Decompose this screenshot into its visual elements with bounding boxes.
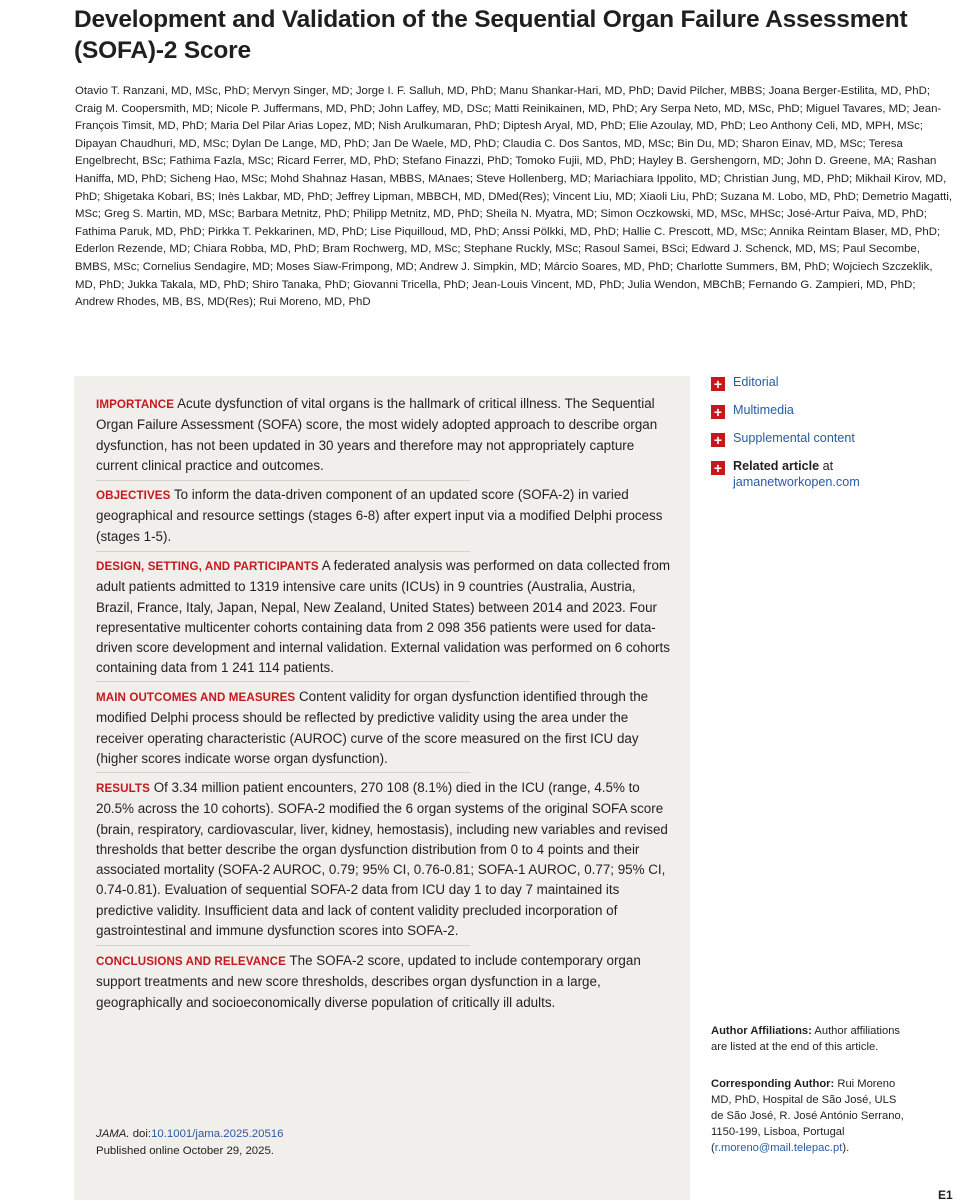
related-at: at [822,459,834,473]
doi-link[interactable]: 10.1001/jama.2025.20516 [151,1128,284,1140]
design-text: A federated analysis was performed on data collected from adult patients admitted to 1319 intensive care units (ICUs) in 9 countries (Australia, Austria, Brazil, France, Italy, Japan, Nepal, New Zealand, United States) between 2014 and 2023. Four representative multicenter cohorts containing data from 2 098 356 patients were used for data-driven score development and internal validation. External validation was performed on 6 cohorts containing data from 1 241 114 patients. [96,558,671,676]
editorial-link[interactable] [711,374,911,390]
section-divider [96,681,470,682]
outcomes-text: Content validity for organ dysfunction identified through the modified Delphi process should be reflected by predictive validity using the area under the receiver operating characteristic (AUROC) curve of the score measured on the first ICU day (higher scores indicate worse organ dysfunction). [96,689,649,766]
abstract-box [74,376,690,1200]
outcomes-heading: MAIN OUTCOMES AND MEASURES [96,691,296,704]
importance-heading: IMPORTANCE [96,398,175,411]
plus-icon: + [711,433,725,447]
related-site[interactable]: jamanetworkopen.com [733,475,860,489]
objectives-heading: OBJECTIVES [96,489,171,502]
section-divider [96,945,470,946]
related-content-links [711,374,911,490]
multimedia-link[interactable] [711,402,911,418]
importance-text: Acute dysfunction of vital organs is the hallmark of critical illness. The Sequential Organ Failure Assessment (SOFA) score, the most widely adopted approach to describe organ dysfunction, has not been updated in 30 years and therefore may not appropriately capture current clinical practice and outcomes. [96,396,658,473]
journal-name: JAMA. [96,1128,130,1140]
conclusions-text: The SOFA-2 score, updated to include contemporary organ support treatments and new score thresholds, describes organ dysfunction in a large, geographically and socioeconomically diverse population of critically ill adults. [96,953,641,1010]
corresponding-author [711,1076,911,1156]
plus-icon: + [711,405,725,419]
abstract-conclusions [96,951,672,1013]
doi-prefix: doi: [132,1128,152,1140]
design-heading: DESIGN, SETTING, AND PARTICIPANTS [96,560,319,573]
author-affiliations [711,1023,911,1055]
author-list: Otavio T. Ranzani, MD, MSc, PhD; Mervyn Singer, MD; Jorge I. F. Salluh, MD, PhD; Manu Shankar-Hari, MD, PhD; David Pilcher, MBBS; Joana Berger-Estilita, MD, PhD; Craig M. Coopersmith, MD; Nicole P. Juffermans, MD, PhD; John Laffey, MD, DSc; Matti Reinikainen, MD, PhD; Ary Serpa Neto, MD, MSc, PhD; Miguel Tavares, MD; Jean-François Timsit, MD, PhD; Maria Del Pilar Arias Lopez, MD; Nish Arulkumaran, PhD; Diptesh Aryal, MD, PhD; Elie Azoulay, MD, PhD; Leo Anthony Celi, MD, MPH, MSc; Dipayan Chaudhuri, MD, MSc; Dylan De Lange, MD, PhD; Jan De Waele, MD, PhD; Claudia C. Dos Santos, MD, MSc; Bin Du, MD; Sharon Einav, MD, MSc; Teresa Engelbrecht, BSc; Fathima Fazla, MSc; Ricard Ferrer, MD, PhD; Stefano Finazzi, PhD; Tomoko Fujii, MD, PhD; Hayley B. Gershengorn, MD; John D. Greene, MA; Rashan Haniffa, MD, PhD; Sicheng Hao, MSc; Mohd Shahnaz Hasan, MBBS, MAnaes; Steve Hollenberg, MD; Mariachiara Ippolito, MD; Christian Jung, MD, PhD; Mikhail Kirov, MD, PhD; Shigetaka Kobari, BS; Inès Lakbar, MD, PhD; Jeffrey Lipman, MBBCH, MD, DMed(Res); Vincent Liu, MD; Xiaoli Liu, PhD; Suzana M. Lobo, MD, PhD; Demetrio Magatti, MSc; Greg S. Martin, MD, MSc; Barbara Metnitz, PhD; Philipp Metnitz, MD, PhD; Sheila N. Myatra, MD; Simon Oczkowski, MD, MSc, MHSc; José-Artur Paiva, MD, PhD; Fathima Paruk, MD, PhD; Pirkka T. Pekkarinen, MD, PhD; Lise Piquilloud, MD, PhD; Anssi Pölkki, MD, PhD; Hallie C. Prescott, MD, MSc; Annika Reintam Blaser, MD, PhD; Ederlon Rezende, MD; Chiara Robba, MD, PhD; Bram Rochwerg, MD, MSc; Stephane Ruckly, MSc; Rasoul Samei, BSci; Edward J. Schenck, MD, MS; Paul Secombe, BMBS, MSc; Cornelius Sendagire, MD; Moses Siaw-Frimpong, MD; Andrew J. Simpkin, MD; Márcio Soares, MD, PhD; Charlotte Summers, BM, PhD; Wojciech Szczeklik, MD, PhD; Jukka Takala, MD, PhD; Shiro Tanaka, PhD; Giovanni Tricella, PhD; Jean-Louis Vincent, MD, PhD; Julia Wendon, MBChB; Fernando G. Zampieri, MD, PhD; Andrew Rhodes, MB, BS, MD(Res); Rui Moreno, MD, PhD [75,85,953,309]
abstract-importance [96,394,672,476]
multimedia-label: Multimedia [733,403,794,417]
results-text: Of 3.34 million patient encounters, 270 108 (8.1%) died in the ICU (range, 4.5% to 20.5% across the 10 cohorts). SOFA-2 modified the 6 organ systems of the original SOFA score (brain, respiratory, cardiovascular, liver, kidney, hemostasis), including new variables and revised thresholds that better describe the organ dysfunction distribution from 0 to 4 points and their associated mortality (SOFA-2 AUROC, 0.79; 95% CI, 0.76-0.81; SOFA-1 AUROC, 0.77; 95% CI, 0.74-0.81). Evaluation of sequential SOFA-2 data from ICU day 1 to day 7 maintained its predictive validity. Insufficient data and lack of content validity precluded incorporation of gastrointestinal and immune dysfunction scores into SOFA-2. [96,780,668,939]
abstract-objectives [96,485,672,547]
article-title: Development and Validation of the Sequential Organ Failure Assessment (SOFA)-2 Score [74,6,908,64]
plus-icon: + [711,461,725,475]
published-date: Published online October 29, 2025. [96,1144,274,1157]
related-article-link[interactable] [711,458,911,490]
affiliations-text: Author affiliations are listed at the end of this article. [711,1025,901,1053]
section-divider [96,551,470,552]
page-number: E1 [938,1188,953,1202]
corresponding-text: Rui Moreno MD, PhD, Hospital de São José, ULS de São José, R. José António Serrano, 1150-199, Lisboa, Portugal ( [711,1078,904,1154]
plus-icon: + [711,377,725,391]
conclusions-heading: CONCLUSIONS AND RELEVANCE [96,955,286,968]
editorial-label: Editorial [733,375,779,389]
corresponding-label: Corresponding Author: [711,1078,835,1090]
results-heading: RESULTS [96,782,150,795]
supplemental-link[interactable] [711,430,911,446]
supplemental-label: Supplemental content [733,431,855,445]
objectives-text: To inform the data-driven component of an updated score (SOFA-2) in varied geographical and resource settings (stages 6-8) after expert input via a modified Delphi process (stages 1-5). [96,487,663,544]
abstract-design [96,556,672,679]
corresponding-suffix: ). [842,1142,850,1154]
related-article-label: Related article [733,459,820,473]
affiliations-label: Author Affiliations: [711,1025,812,1037]
citation [96,1126,496,1159]
abstract-results [96,778,672,941]
section-divider [96,480,470,481]
abstract-outcomes [96,687,672,769]
section-divider [96,772,470,773]
corresponding-email[interactable]: r.moreno@mail.telepac.pt [714,1142,843,1154]
